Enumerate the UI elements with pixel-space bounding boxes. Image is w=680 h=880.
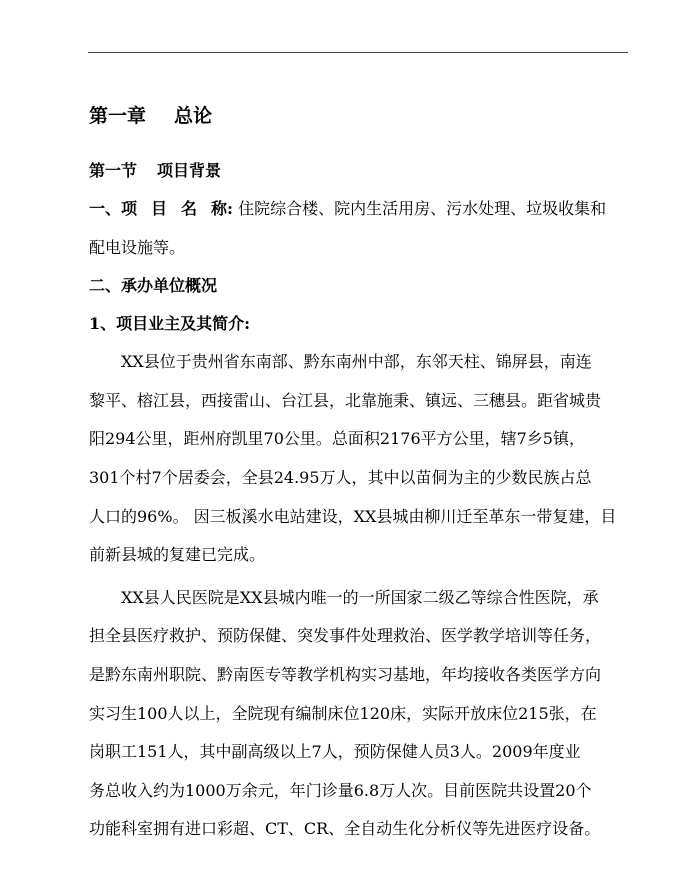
paragraph-line: 是黔东南州职院、黔南医专等教学机构实习基地，年均接收各类医学方向 [89, 664, 602, 684]
paragraph-line: 阳294公里，距州府凯里70公里。总面积2176平方公里，辖7乡5镇， [89, 429, 585, 449]
document-body [89, 98, 629, 849]
chapter-number: 第一章 [89, 105, 147, 127]
paragraph-line: 功能科室拥有进口彩超、CT、CR、全自动生化分析仪等先进医疗设备。 [89, 819, 601, 839]
project-name-label: 一、项 目 名 称: [89, 199, 233, 218]
county-paragraph [89, 343, 629, 575]
paragraph-line: 人口的96%。 因三板溪水电站建设，XX县城由柳川迁至革东一带复建，目 [89, 506, 617, 526]
paragraph-line: XX县人民医院是XX县城内唯一的一所国家二级乙等综合性医院，承 [121, 587, 599, 607]
project-name-continuation: 配电设施等。 [89, 237, 186, 257]
section-heading [89, 152, 629, 190]
header-rule [88, 52, 628, 53]
paragraph-line: 前新县城的复建已完成。 [89, 545, 266, 565]
paragraph-line: 黎平、榕江县，西接雷山、台江县，北靠施秉、镇远、三穗县。距省城贵 [89, 390, 602, 410]
paragraph-line: 实习生100人以上，全院现有编制床位120床，实际开放床位215张，在 [89, 703, 597, 723]
paragraph-line: 岗职工151人，其中副高级以上7人，预防保健人员3人。2009年度业 [89, 742, 581, 762]
project-name-value: 住院综合楼、院内生活用房、污水处理、垃圾收集和 [238, 199, 607, 218]
owner-heading: 1、项目业主及其简介: [89, 314, 251, 334]
paragraph-line: 务总收入约为1000万余元，年门诊量6.8万人次。目前医院共设置20个 [89, 780, 592, 800]
unit-heading: 二、承办单位概况 [89, 276, 218, 296]
hospital-paragraph [89, 579, 629, 849]
chapter-title: 总论 [174, 105, 213, 127]
chapter-heading [89, 98, 629, 134]
paragraph-line: XX县位于贵州省东南部、黔东南州中部，东邻天柱、锦屏县，南连 [121, 352, 592, 372]
project-name-line [89, 190, 629, 229]
paragraph-line: 301个村7个居委会，全县24.95万人，其中以苗侗为主的少数民族占总 [89, 467, 592, 487]
section-number: 第一节 [89, 161, 138, 180]
paragraph-line: 担全县医疗救护、预防保健、突发事件处理救治、医学教学培训等任务， [89, 626, 602, 646]
section-title: 项目背景 [157, 161, 222, 180]
